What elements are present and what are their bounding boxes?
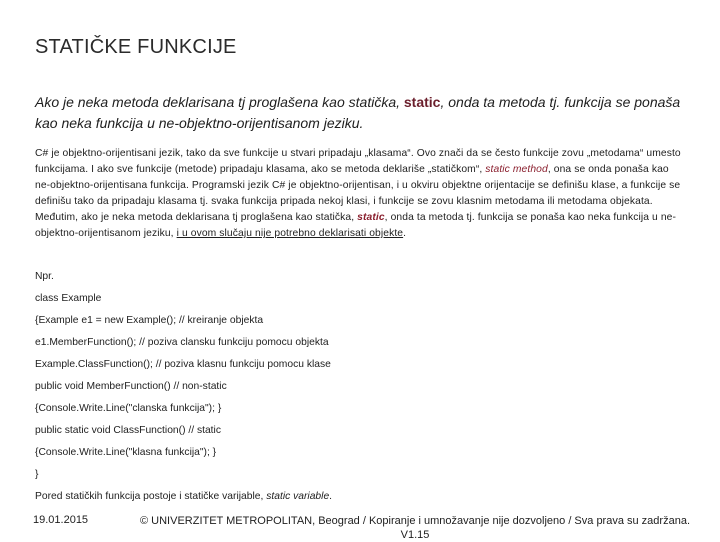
body-text-2: , ona se onda ponaša kao ne-objektno-orijentisana funkcija. Programski jezik C# je objektno-orijentisan, i u okviru objektne orijentacije se definišu klase, a funkcije se definišu tako da pripadaju klasama tj. svaka funkcija pripada nekoj klasi, i funkcije se zovu klasnim metodama ili metodama objekata. Međutim, ako je neka metoda deklarisana tj proglašena kao statička, [35,164,681,223]
closing-italic: static variable [266,491,330,502]
closing-end: . [329,491,333,502]
code-line: Example.ClassFunction(); // poziva klasnu funkciju pomocu klase [35,359,331,370]
code-line: public void MemberFunction() // non-static [35,381,227,392]
closing-line [35,486,685,508]
code-example [35,266,685,508]
slide-title: STATIČKE FUNKCIJE [35,36,237,58]
body-text-4: . [403,228,407,239]
body-underlined-text: i u ovom slučaju nije potrebno deklarisati objekte [176,228,404,239]
body-text-3: , onda ta metoda tj. funkcija se ponaša kao neka funkcija u ne-objektno-orijentisanom jeziku, [35,212,677,239]
intro-text-1: Ako je neka metoda deklarisana tj proglašena kao statička, [35,94,404,110]
code-line: Npr. [35,271,54,282]
closing-text: Pored statičkih funkcija postoje i statičke varijable, [35,491,267,502]
body-keyword-static-method: static method [485,164,548,175]
footer-date: 19.01.2015 [33,514,89,526]
code-line: {Console.Write.Line("clanska funkcija"); } [35,403,222,414]
intro-text-2: , onda ta metoda tj. funkcija se ponaša kao neka funkcija u ne-objektno-orijentisanom jeziku. [35,94,681,131]
code-line: } [35,469,39,480]
body-paragraph [35,146,685,242]
code-line: e1.MemberFunction(); // poziva clansku funkciju pomocu objekta [35,337,329,348]
code-line: {Example e1 = new Example(); // kreiranje objekta [35,315,264,326]
code-line: public static void ClassFunction() // static [35,425,221,436]
intro-keyword: static [403,94,441,110]
code-line: {Console.Write.Line("klasna funkcija"); } [35,447,217,458]
body-keyword-static: static [357,212,385,223]
intro-paragraph [35,92,695,134]
body-text-1: C# je objektno-orijentisani jezik, tako da sve funkcije u stvari pripadaju „klasama“. Ovo znači da se često funkcije zovu „metodama“ umesto funkcijama. I ako sve funkcije (metode) pripadaju klasama, ako se metoda deklariše „statičkom“, [35,148,681,175]
code-line: class Example [35,293,102,304]
footer-copyright: © UNIVERZITET METROPOLITAN, Beograd / Kopiranje i umnožavanje nije dozvoljeno / Sva prava su zadržana. V1.15 [140,515,690,541]
